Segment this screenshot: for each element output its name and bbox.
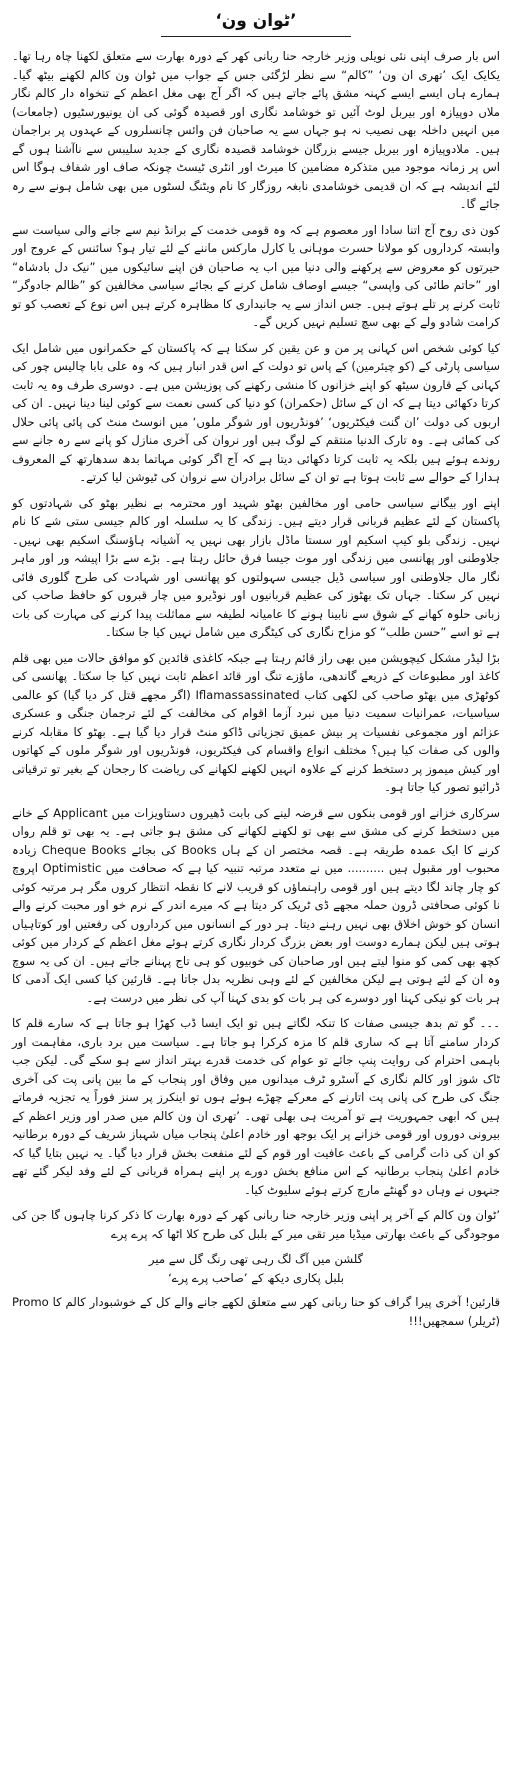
article-title: ’ٹوان ون‘	[215, 11, 297, 31]
article-paragraph-4: اپنے اور بیگانے سیاسی حامی اور مخالفین بھٹو شہید اور محترمہ بے نظیر بھٹو کی شہادتوں کو پاکستان کے لئے عظیم قربانی قرار دیتے ہیں۔ زندگی کا یہ سلسلہ اور کالم جیسی ستی شے کا نام نہیں۔ زندگی بلو کیپ اسکیم اور سستا ماڈل بازار بھی نہیں یہ آشیانہ ہاؤسنگ اسکیم بھی نہیں۔ جلاوطنی اور پھانسی میں زندگی اور موت جیسا فرق حائل رہتا ہے۔ بڑے سے بڑا اپیشہ ور اور ماہر نگار مال جلاوطنی اور سیاسی ڈیل جیسی سہولتوں کو پھانسی اور شہادت کی طرح گلوری فائی نہیں کر سکتا۔ جہاں تک بھٹوز کی عظیم قربانیوں اور نوڈیرو میں چار قبروں کو حافظ صاحب کی زبانی حلوہ کھانے کے شوق سے نابینا ہونے کا عامیانہ لطیفہ سے مماثلت پیدا کرنے کی مہارت کی بات ہے تو اسے ”حسن طلب“ کو مزاح نگاری کی کیٹگری میں شامل نہیں کیا جا سکتا۔	[12, 495, 500, 639]
article-paragraph-2: کون ذی روح آج اتنا سادا اور معصوم ہے کہ وہ قومی خدمت کے برانڈ نیم سے جانے والی سیاست سے وابستہ کرداروں کو مولانا حسرت موہانی یا کارل مارکس ماننے کے لئے تیار ہو؟ سائنس کے عروج اور حیرتوں کو معروض سے پرکھنے والی دنیا میں اب یہ صاحبان فن اپنے سائیکوں میں ”نیک دل بادشاہ“ اور ”حاتم طائی کی واپسی“ جیسے اوصاف شامل کرنے کے بجائے سیاسی مخالفین کو ”ظالم جادوگر“ ثابت کرنے پر تلے ہوتے ہیں۔ جس انداز سے یہ جانبداری کا مظاہرہ کرتے ہیں اس نوع کے تعصب کو تو کرامت شادو ولے کے بھی سچ تسلیم نہیں کریں گے۔	[12, 222, 500, 329]
article-paragraph-3: کیا کوئی شخص اس کہانی پر من و عن یقین کر سکتا ہے کہ پاکستان کے حکمرانوں میں شامل ایک سیاسی پارٹی کے (کو چیئرمین) کے پاس تو دولت کے اس قدر انبار ہیں کہ وہ علی بابا چالیس چور کی کہانی کے قارون سیٹھ کو اپنے خزانوں کا منشی رکھنے کی پوزیشن میں ہے۔ دوسری طرف وہ یہ ثابت کرتا دکھائی دیتا ہے کہ ان کے سائل (حکمران) کو دنیا کی کسی نعمت سے کوئی لینا دینا نہیں۔ ان کی اربوں کی دولت ’ان گنت فیکٹریوں‘ ’فونڈریوں اور شوگر ملوں‘ میں انوسٹ منٹ کی پائی پائی حلال کی کمائی ہے۔ وہ تارک الدنیا منتقم کے لوگ ہیں اور نروان کی آخری منازل کو پانے سے رہ جانے سے روندے ہوئے ہیں بلکہ یہ ثابت کرتا دکھائی دیتا ہے کہ آج اگر کوئی مہاتما بدھ سدھارتھ کے المعروف ہدارا کے حوالے سے ثابت ہوتا ہے تو ان کے سائل برادران سے نروان کی ٹیوشن لیا کرتے۔	[12, 340, 500, 484]
article-paragraph-5: بڑا لیڈر مشکل کیچویشن میں بھی راز قائم رہتا ہے جبکہ کاغذی قائدین کو موافق حالات میں بھی قلم کاغذ اور مطبوعات کے ذریعے گاندھی، ماؤزے تنگ اور قائد اعظم ثابت نہیں کیا جا سکتا۔ پھانسی کی کوٹھڑی میں بھٹو صاحب کی لکھی کتاب Iflamassassinated (اگر مجھے قتل کر دیا گیا) کو عالمی سیاسیات، عمرانیات سمیت دنیا میں نبرد آزما اقوام کی مخالفت کے لئے ترجمان جنگی و عسکری عزائم اور مجموعی نفسیات پر بیش عمیق تجزیاتی ڈاکو منٹ قرار دیا گیا ہے۔ بھٹو کا مقابلہ کرنے والوں کی صفات کیا ہیں؟ مختلف انواع واقسام کی فیکٹریوں، فونڈریوں اور شوگر ملوں کے کھاتوں اور کیش میموز پر دستخط کرنے کے علاوہ انہیں لکھنے لکھانے کی ریاضت کا رجحان کے بغیر تو ترقیاتی ڈرائیو تصور کیا جاتا ہو۔	[12, 650, 500, 794]
title-divider	[161, 36, 351, 37]
closing-note: قارئین! آخری پیرا گراف کو حنا ربانی کھر سے متعلق لکھے جانے والے کل کے خوشبودار کالم کا Promo (ٹریلر) سمجھیں!!!	[12, 1295, 500, 1328]
article-paragraph-1: اس بار صرف اپنی نئی نویلی وزیر خارجہ حنا ربانی کھر کے دورہ بھارت سے متعلق لکھنا چاہ رہا تھا۔ یکایک ایک ’تھری ان ون‘ ”کالم“ سے نظر لڑگئی جس کے جواب میں ٹوان ون کالم لکھنے بیٹھ گیا۔ ہمارے ہاں ایسے ایسے کہنہ مشق پائے جاتے ہیں کہ اگر آج بھی مغل اعظم کے تنخواہ دار کالم نگار ملاں دوپیازہ اور بیربل لوٹ آئیں تو خوشامد نگاری اور قصیدہ گوئی کی ان یونیورسٹیوں (جامعات) میں انہیں داخلہ بھی نصیب نہ ہو جہاں سے یہ صاحبان فن وائس چانسلروں کے عہدوں پر براجمان ہیں۔ ملادوپیازہ اور بیربل جیسے بزرگان خوشامد قصیدہ نگاری کے جدید سلیبس سے ناآشنا ہوں گے اس پر زمانہ موجود میں متذکرہ مضامین کا میرٹ اور انٹری ٹیسٹ چونکہ صاف اور شفاف ہوگا اس لئے اندیشہ ہے کہ ان قدیمی خوشامدی نابغہ روزگار کا نام ویٹنگ لسٹوں میں بھی شامل ہونے سے رہ جائے گا۔	[12, 49, 500, 211]
verse-line-2: بلبل پکاری دیکھ کے ’صاحب پرے پرے‘	[168, 1270, 344, 1285]
article-paragraph-7: ۔۔۔ گو تم بدھ جیسی صفات کا تنکہ لگاتے ہیں تو ایک ایسا ڈب کھڑا ہو جاتا ہے کہ سارے قلم کا کردار سامنے آتا ہے کہ ساری قلم کا مزہ کرکرا ہو جاتا ہے۔ سیاست میں برد باری، مفاہمت اور باہمی احترام کی روایت پنپ جائے تو عوام کی خدمت قدرے بہتر انداز سے ہو سکے گی۔ لیکن جب ٹاک شوز اور کالم نگاری کے آسٹرو ٹرف میدانوں میں وفاق اور پنجاب کے ما بین پانی پت کی آخری جنگ کی طرح کی پانی پت اتارنے کے معرکے چھڑے ہوئے ہوں تو اینکرز پر سنز فوراً یہ تجزیہ فرماتے ہیں کہ ابھی جمہوریت ہے تو آمریت ہی بھلی تھی۔ ’تھری ان ون کالم میں صدر اور وزیر اعظم کے بیرونی دوروں اور قومی خزانے پر ایک بوجھ اور خادم اعلیٰ پنجاب میاں شہباز شریف کے دورہ برطانیہ کو ان کی ذات گرامی کے باعث عافیت اور قوم کے لئے منفعت بخش قرار دیا گیا۔ یہ نہیں بتایا گیا کہ خادم اعلیٰ پنجاب برطانیہ کے اس منافع بخش دورے پر اپنے ہمراہ قربانی کے لئے وفد لیکر گئے تھے جنہوں نے وہاں دو گھنٹے مارچ کرتے ہوئے سلیوٹ کیا۔	[12, 1016, 500, 1197]
article-paragraph-6: سرکاری خزانے اور قومی بنکوں سے قرضہ لینے کی بابت ڈھیروں دستاویزات میں Applicant کے خانے میں دستخط کرنے کی مشق سے بھی تو لکھنے لکھانے کی مشق ہو جاتی ہے۔ یہ بھی تو قلم رواں کرنے کا ایک عمدہ طریقہ ہے۔ قصہ مختصر ان کے ہاں Books کی بجائے Cheque Books زیادہ محبوب اور مقبول ہیں .......... میں نے متعدد مرتبہ تنبیہ کیا ہے کہ صحافت میں Optimistic اپروچ کو چار چاند لگا دیتے ہیں اور قومی راہنماؤں کو قریب لانے کا نقطہ انتظار کروں مگر ہر مرتبہ کوئی نا کوئی صحافتی ڈرون حملہ مجھے ڈی ٹریک کر دیتا ہے کہ میرے اندر کے نرم خو اور محبت کرنے والے انسان کو خوش اخلاق بھی نہیں رہنے دیتا۔ ہر دور کے انسانوں میں کرداروں کی رفعتیں اور کوتاہیاں ہوتی ہیں لیکن ہمارے دوست اور بعض بزرگ کردار نگاری کرتے ہوئے مغل اعظم کے کردار میں کوئی کچھ بھی کمی کو منوا لیتے ہیں اور صاحبان کی خوبیوں کو ہی تاج پہنانے جاتے ہیں۔ ان کی یہ سوچ وہ ان کے لئے ہوتی ہے لیکن مخالفین کے لئے وہی نظریہ بدل جاتا ہے۔ قارئین کیا کسی ایک آدمی کا ہر بات کو نیکی کہنا اور دوسرے کی ہر بات کو بدی کہنا آپ کی نظر میں درست ہے۔	[12, 805, 500, 1005]
article-paragraph-8: ’ٹوان ون کالم کے آخر پر اپنی وزیر خارجہ حنا ربانی کھر کے دورہ بھارت کا ذکر کرنا چاہوں گا جن کی موجودگی کے باعث بھارتی میڈیا میر تقی میر کے بلبل کی طرح کلا اٹھا کہ پرے پرے	[12, 1208, 500, 1241]
verse-line-1: گلشن میں آگ لگ رہی تھی رنگ گل سے میر	[148, 1252, 364, 1266]
